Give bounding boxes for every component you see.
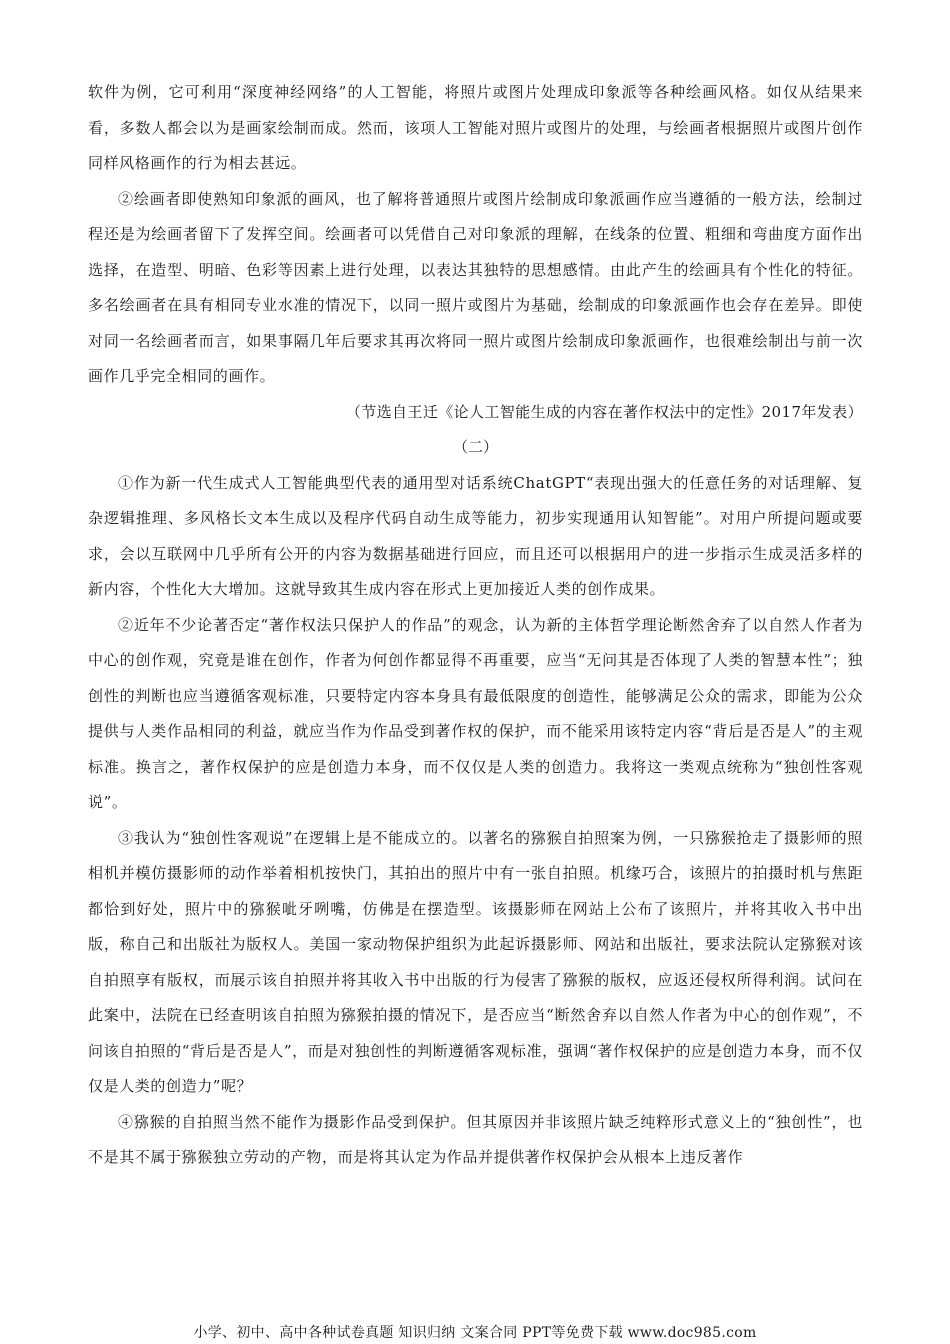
section2-paragraph-3: ③我认为“独创性客观说”在逻辑上是不能成立的。以著名的猕猴自拍照案为例，一只猕猴抢走了摄影师的照相机并模仿摄影师的动作举着相机按快门，其拍出的照片中有一张自拍照。机缘巧合，该照片的拍摄时机与焦距都恰到好处，照片中的猕猴呲牙咧嘴，仿佛是在摆造型。该摄影师在网站上公布了该照片，并将其收入书中出版，称自己和出版社为版权人。美国一家动物保护组织为此起诉摄影师、网站和出版社，要求法院认定猕猴对该自拍照享有版权，而展示该自拍照并将其收入书中出版的行为侵害了猕猴的版权，应返还侵权所得利润。试问在此案中，法院在已经查明该自拍照为猕猴拍摄的情况下，是否应当“断然舍弃以自然人作者为中心的创作观”，不问该自拍照的“背后是否是人”，而是对独创性的判断遵循客观标准，强调“著作权保护的应是创造力本身，而不仅仅是人类的创造力”呢？ xyxy=(88,828,863,1095)
section2-paragraph-1: ①作为新一代生成式人工智能典型代表的通用型对话系统ChatGPT“表现出强大的任意任务的对话理解、复杂逻辑推理、多风格长文本生成以及程序代码自动生成等能力，初步实现通用认知智能”。对用户所提问题或要求，会以互联网中几乎所有公开的内容为数据基础进行回应，而且还可以根据用户的进一步指示生成灵活多样的新内容，个性化大大增加。这就导致其生成内容在形式上更加接近人类的创作成果。 xyxy=(88,473,863,598)
section2-paragraph-2: ②近年不少论著否定“著作权法只保护人的作品”的观念，认为新的主体哲学理论断然舍弃了以自然人作者为中心的创作观，究竟是谁在创作，作者为何创作都显得不再重要，应当“无问其是否体现了人类的智慧本性”；独创性的判断也应当遵循客观标准，只要特定内容本身具有最低限度的创造性，能够满足公众的需求，即能为公众提供与人类作品相同的利益，就应当作为作品受到著作权的保护，而不能采用该特定内容“背后是否是人”的主观标准。换言之，著作权保护的应是创造力本身，而不仅仅是人类的创造力。我将这一类观点统称为“独创性客观说”。 xyxy=(88,615,863,811)
section-title: （二） xyxy=(452,438,498,456)
section2-paragraph-4: ④猕猴的自拍照当然不能作为摄影作品受到保护。但其原因并非该照片缺乏纯粹形式意义上的“独创性”，也不是其不属于猕猴独立劳动的产物，而是将其认定为作品并提供著作权保护会从根本上违反著作 xyxy=(88,1112,863,1166)
paragraph-2: ②绘画者即使熟知印象派的画风，也了解将普通照片或图片绘制成印象派画作应当遵循的一般方法，绘制过程还是为绘画者留下了发挥空间。绘画者可以凭借自己对印象派的理解，在线条的位置、粗细和弯曲度方面作出选择，在造型、明暗、色彩等因素上进行处理，以表达其独特的思想感情。由此产生的绘画具有个性化的特征。多名绘画者在具有相同专业水准的情况下，以同一照片或图片为基础，绘制成的印象派画作也会存在差异。即使对同一名绘画者而言，如果事隔几年后要求其再次将同一照片或图片绘制成印象派画作，也很难绘制出与前一次画作几乎完全相同的画作。 xyxy=(88,189,863,385)
document-body xyxy=(88,75,863,1176)
source-citation: （节选自王迁《论人工智能生成的内容在著作权法中的定性》2017年发表） xyxy=(345,402,863,421)
footer-text: 小学、初中、高中各种试卷真题 知识归纳 文案合同 PPT等免费下载 www.doc985.com xyxy=(193,1325,757,1341)
paragraph-continued: 软件为例，它可利用“深度神经网络”的人工智能，将照片或图片处理成印象派等各种绘画风格。如仅从结果来看，多数人都会以为是画家绘制而成。然而，该项人工智能对照片或图片的处理，与绘画者根据照片或图片创作同样风格画作的行为相去甚远。 xyxy=(88,83,863,172)
